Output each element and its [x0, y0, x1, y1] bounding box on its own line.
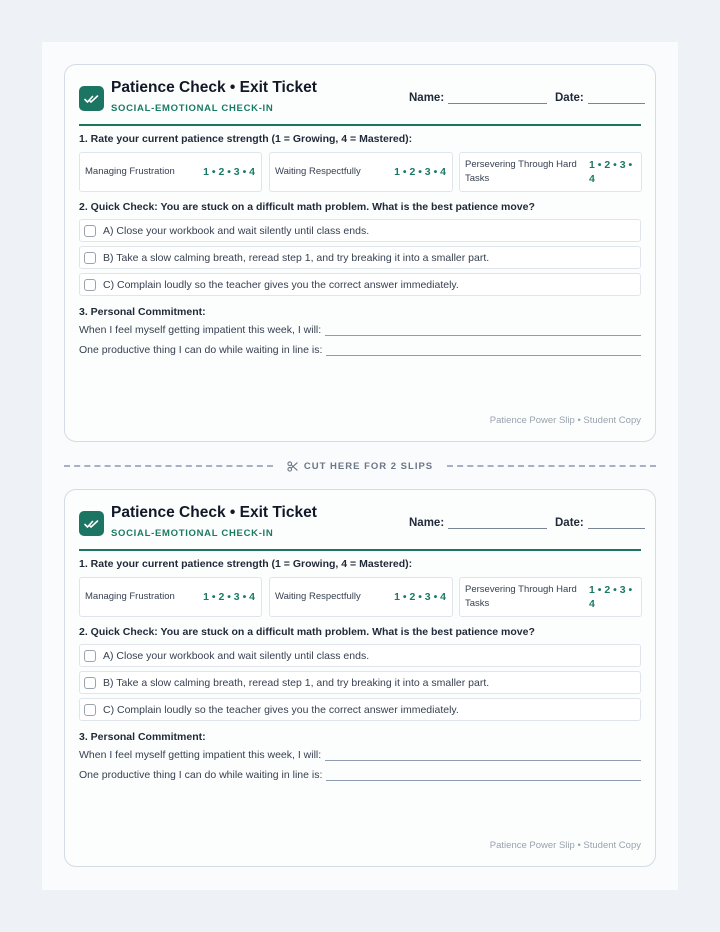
rating-label: Waiting Respectfully	[275, 166, 361, 177]
checkbox[interactable]	[84, 252, 96, 264]
commitment-line-1[interactable]	[79, 324, 641, 336]
rating-card[interactable]	[269, 577, 453, 617]
rating-card[interactable]	[459, 152, 642, 192]
checkbox[interactable]	[84, 704, 96, 716]
option-text: C) Complain loudly so the teacher gives you the correct answer immediately.	[103, 278, 459, 291]
date-label: Date:	[555, 92, 584, 104]
rating-scale[interactable]: 1 • 2 • 3 • 4	[394, 591, 446, 603]
option-text: B) Take a slow calming breath, reread step 1, and try breaking it into a smaller part.	[103, 676, 490, 689]
commitment-prompt: One productive thing I can do while waiting in line is:	[79, 344, 323, 356]
slip-footer: Patience Power Slip • Student Copy	[489, 840, 641, 851]
answer-blank[interactable]	[326, 771, 641, 781]
rating-card[interactable]	[459, 577, 642, 617]
date-label: Date:	[555, 517, 584, 529]
answer-option-a[interactable]	[79, 219, 641, 242]
exit-ticket-slip-2	[64, 489, 656, 867]
question-1: 1. Rate your current patience strength (1 = Growing, 4 = Mastered):	[79, 558, 413, 570]
question-3: 3. Personal Commitment:	[79, 731, 206, 743]
slip-title: Patience Check • Exit Ticket	[111, 504, 317, 521]
answer-option-a[interactable]	[79, 644, 641, 667]
answer-option-c[interactable]	[79, 273, 641, 296]
commitment-prompt: When I feel myself getting impatient this week, I will:	[79, 324, 322, 336]
checkbox[interactable]	[84, 279, 96, 291]
name-blank[interactable]	[448, 518, 547, 529]
checkbox[interactable]	[84, 225, 96, 237]
commitment-line-2[interactable]	[79, 769, 641, 781]
scissors-icon	[287, 461, 298, 472]
header-divider	[79, 124, 641, 126]
question-2: 2. Quick Check: You are stuck on a difficult math problem. What is the best patience move?	[79, 201, 535, 213]
rating-label: Persevering Through Hard Tasks	[465, 584, 577, 609]
rating-card[interactable]	[269, 152, 453, 192]
slip-title: Patience Check • Exit Ticket	[111, 79, 317, 96]
date-blank[interactable]	[588, 518, 645, 529]
rating-card[interactable]	[79, 577, 262, 617]
date-field[interactable]	[555, 92, 645, 104]
answer-option-c[interactable]	[79, 698, 641, 721]
double-check-icon	[79, 86, 104, 111]
rating-scale[interactable]: 1 • 2 • 3 • 4	[203, 166, 255, 178]
slip-footer: Patience Power Slip • Student Copy	[489, 415, 641, 426]
option-text: B) Take a slow calming breath, reread step 1, and try breaking it into a smaller part.	[103, 251, 490, 264]
rating-scale[interactable]: 1 • 2 • 3 • 4	[589, 584, 633, 610]
name-blank[interactable]	[448, 93, 547, 104]
slip-subtitle: SOCIAL-EMOTIONAL CHECK-IN	[111, 528, 274, 539]
cut-line	[64, 459, 656, 473]
commitment-prompt: One productive thing I can do while waiting in line is:	[79, 769, 323, 781]
answer-blank[interactable]	[325, 326, 641, 336]
name-field[interactable]	[409, 92, 547, 104]
rating-scale[interactable]: 1 • 2 • 3 • 4	[203, 591, 255, 603]
question-3: 3. Personal Commitment:	[79, 306, 206, 318]
option-text: C) Complain loudly so the teacher gives you the correct answer immediately.	[103, 703, 459, 716]
commitment-prompt: When I feel myself getting impatient this week, I will:	[79, 749, 322, 761]
name-label: Name:	[409, 92, 445, 104]
answer-blank[interactable]	[325, 751, 641, 761]
header-divider	[79, 549, 641, 551]
rating-scale[interactable]: 1 • 2 • 3 • 4	[394, 166, 446, 178]
rating-label: Managing Frustration	[85, 591, 175, 602]
cut-label-text: CUT HERE FOR 2 SLIPS	[303, 460, 434, 472]
date-blank[interactable]	[588, 93, 645, 104]
dashed-rule	[64, 465, 273, 467]
exit-ticket-slip-1	[64, 64, 656, 442]
answer-blank[interactable]	[326, 346, 641, 356]
name-field[interactable]	[409, 517, 547, 529]
rating-scale[interactable]: 1 • 2 • 3 • 4	[589, 159, 633, 185]
checkbox[interactable]	[84, 650, 96, 662]
option-text: A) Close your workbook and wait silently until class ends.	[103, 224, 370, 237]
question-2: 2. Quick Check: You are stuck on a difficult math problem. What is the best patience move?	[79, 626, 535, 638]
cut-label	[273, 461, 447, 472]
option-text: A) Close your workbook and wait silently until class ends.	[103, 649, 370, 662]
worksheet-page	[42, 42, 678, 890]
date-field[interactable]	[555, 517, 645, 529]
slip-subtitle: SOCIAL-EMOTIONAL CHECK-IN	[111, 103, 274, 114]
rating-label: Waiting Respectfully	[275, 591, 361, 602]
name-label: Name:	[409, 517, 445, 529]
commitment-line-2[interactable]	[79, 344, 641, 356]
rating-card[interactable]	[79, 152, 262, 192]
checkbox[interactable]	[84, 677, 96, 689]
rating-label: Persevering Through Hard Tasks	[465, 159, 577, 184]
question-1: 1. Rate your current patience strength (1 = Growing, 4 = Mastered):	[79, 133, 413, 145]
double-check-icon	[79, 511, 104, 536]
answer-option-b[interactable]	[79, 246, 641, 269]
rating-label: Managing Frustration	[85, 166, 175, 177]
answer-option-b[interactable]	[79, 671, 641, 694]
commitment-line-1[interactable]	[79, 749, 641, 761]
dashed-rule	[447, 465, 656, 467]
